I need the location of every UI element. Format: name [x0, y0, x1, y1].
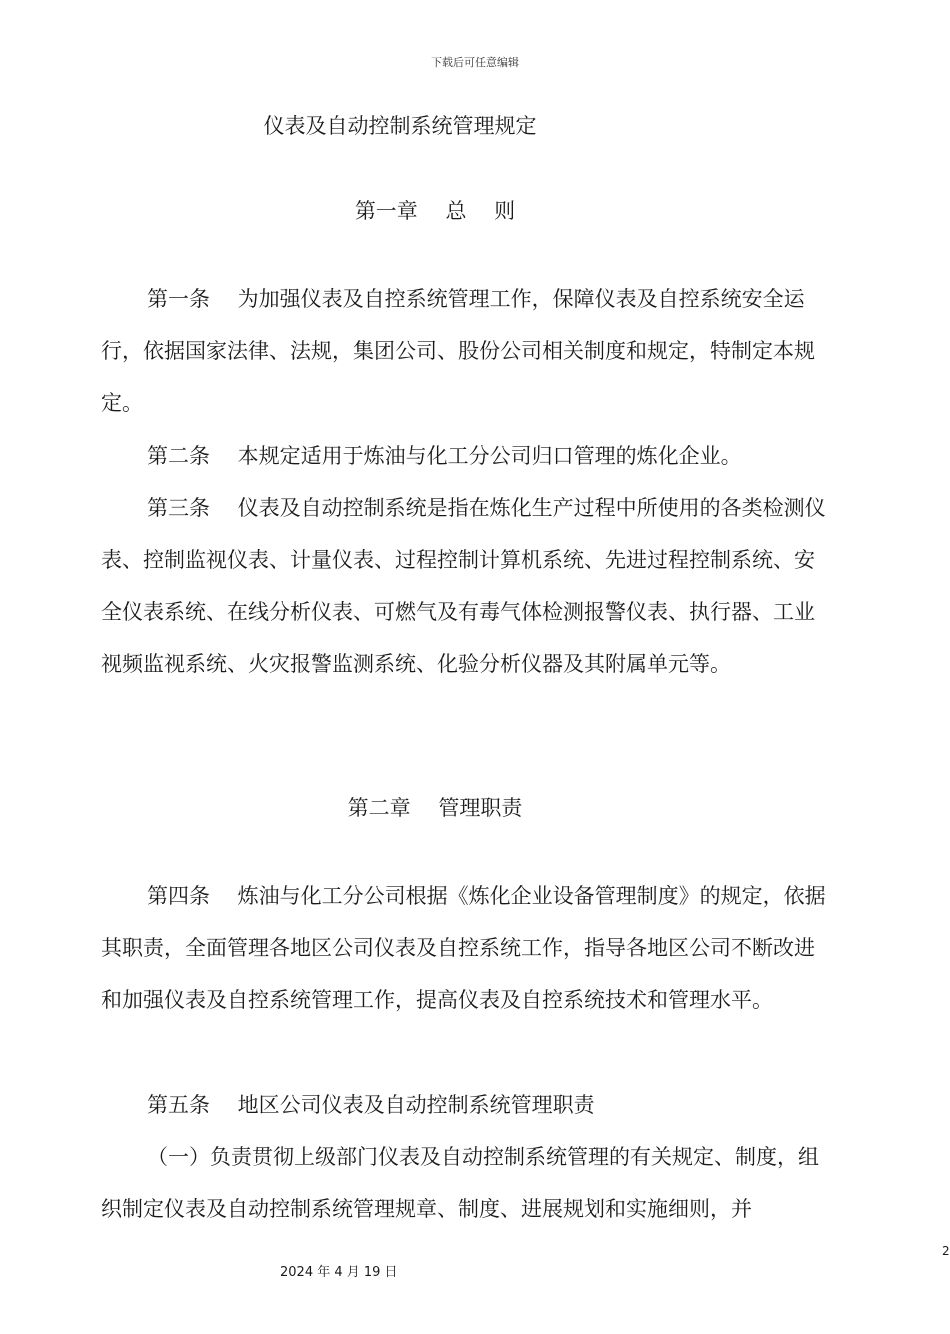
article-1: 第一条 为加强仪表及自控系统管理工作，保障仪表及自控系统安全运行，依据国家法律、法规，集团公司、股份公司相关制度和规定，特制定本规定。 [101, 287, 815, 415]
article-3: 第三条 仪表及自动控制系统是指在炼化生产过程中所使用的各类检测仪表、控制监视仪表、计量仪表、过程控制计算机系统、先进过程控制系统、安全仪表系统、在线分析仪表、可燃气及有毒气体检测报警仪表、执行器、工业视频监视系统、火灾报警监测系统、化验分析仪器及其附属单元等。 [101, 496, 826, 676]
header-note: 下载后可任意编辑 [431, 56, 519, 69]
article-4: 第四条 炼油与化工分公司根据《炼化企业设备管理制度》的规定，依据其职责，全面管理各地区公司仪表及自控系统工作，指导各地区公司不断改进和加强仪表及自控系统管理工作，提高仪表及自控系统技术和管理水平。 [101, 884, 826, 1012]
chapter-heading-2: 第二章 管理职责 [347, 796, 523, 820]
article-2: 第二条 本规定适用于炼油与化工分公司归口管理的炼化企业。 [147, 444, 742, 468]
chapter-heading-1: 第一章 总 则 [354, 199, 516, 223]
article-5-item-1: （一）负责贯彻上级部门仪表及自动控制系统管理的有关规定、制度，组织制定仪表及自动控制系统管理规章、制度、进展规划和实施细则，并 [101, 1145, 819, 1221]
page-number: 2 [942, 1244, 950, 1258]
article-5: 第五条 地区公司仪表及自动控制系统管理职责 [147, 1093, 595, 1117]
document-title: 仪表及自动控制系统管理规定 [263, 114, 537, 138]
footer-date: 2024 年 4 月 19 日 [280, 1265, 398, 1280]
